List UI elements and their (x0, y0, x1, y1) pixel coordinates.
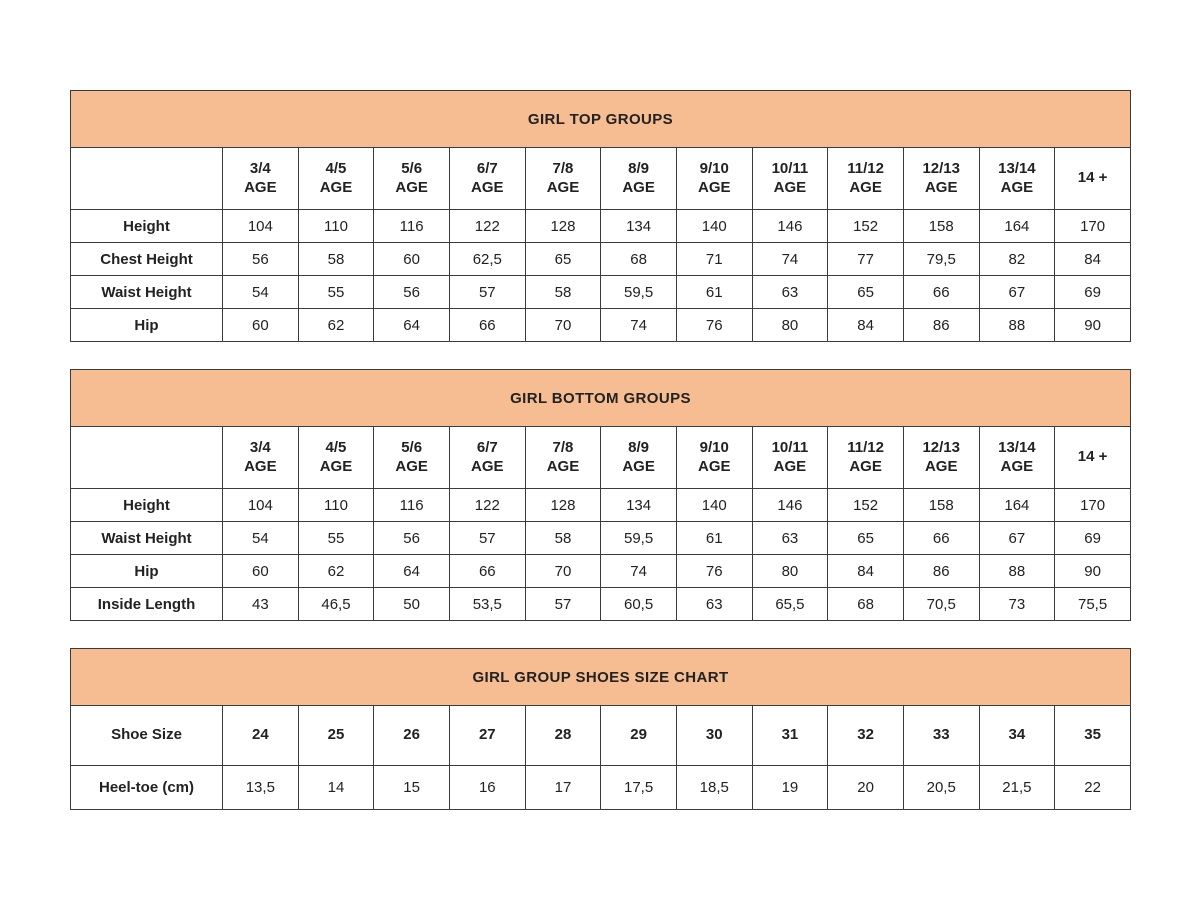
value-cell: 54 (223, 276, 299, 309)
value-cell: 59,5 (601, 522, 677, 555)
value-cell: 73 (979, 588, 1055, 621)
value-cell: 57 (449, 276, 525, 309)
value-cell: 50 (374, 588, 450, 621)
column-header: 14 + (1055, 148, 1131, 210)
table-row (71, 489, 1131, 522)
table-row (71, 522, 1131, 555)
tables (70, 90, 1131, 810)
value-cell: 67 (979, 522, 1055, 555)
value-cell: 82 (979, 243, 1055, 276)
value-cell: 134 (601, 489, 677, 522)
value-cell: 61 (676, 276, 752, 309)
column-header: 32 (828, 706, 904, 766)
value-cell: 56 (374, 276, 450, 309)
value-cell: 140 (676, 210, 752, 243)
column-header: 3/4 AGE (223, 427, 299, 489)
value-cell: 63 (752, 522, 828, 555)
column-header: 11/12 AGE (828, 148, 904, 210)
value-cell: 16 (449, 766, 525, 810)
value-cell: 64 (374, 555, 450, 588)
header-label-cell (71, 148, 223, 210)
value-cell: 76 (676, 309, 752, 342)
table-row (71, 276, 1131, 309)
value-cell: 116 (374, 489, 450, 522)
value-cell: 66 (903, 522, 979, 555)
value-cell: 74 (601, 309, 677, 342)
table-row (71, 243, 1131, 276)
value-cell: 70 (525, 309, 601, 342)
column-header: 10/11 AGE (752, 427, 828, 489)
table-row (71, 766, 1131, 810)
value-cell: 164 (979, 489, 1055, 522)
table-title-row (71, 91, 1131, 148)
value-cell: 43 (223, 588, 299, 621)
column-header: 5/6 AGE (374, 148, 450, 210)
value-cell: 58 (525, 276, 601, 309)
value-cell: 22 (1055, 766, 1131, 810)
value-cell: 69 (1055, 276, 1131, 309)
size-table-3 (70, 648, 1131, 810)
size-chart-page (70, 0, 1131, 810)
value-cell: 60 (223, 555, 299, 588)
value-cell: 152 (828, 489, 904, 522)
value-cell: 59,5 (601, 276, 677, 309)
value-cell: 20 (828, 766, 904, 810)
value-cell: 90 (1055, 309, 1131, 342)
value-cell: 55 (298, 522, 374, 555)
value-cell: 80 (752, 309, 828, 342)
table-row (71, 588, 1131, 621)
value-cell: 104 (223, 489, 299, 522)
value-cell: 53,5 (449, 588, 525, 621)
value-cell: 170 (1055, 210, 1131, 243)
value-cell: 66 (449, 555, 525, 588)
value-cell: 88 (979, 309, 1055, 342)
value-cell: 70,5 (903, 588, 979, 621)
value-cell: 84 (828, 555, 904, 588)
column-header: 10/11 AGE (752, 148, 828, 210)
row-label: Hip (71, 309, 223, 342)
value-cell: 140 (676, 489, 752, 522)
value-cell: 62 (298, 309, 374, 342)
value-cell: 60 (223, 309, 299, 342)
value-cell: 17 (525, 766, 601, 810)
value-cell: 57 (449, 522, 525, 555)
column-header: 9/10 AGE (676, 427, 752, 489)
value-cell: 110 (298, 210, 374, 243)
column-header: 6/7 AGE (449, 148, 525, 210)
column-header: 7/8 AGE (525, 148, 601, 210)
header-label-cell (71, 427, 223, 489)
value-cell: 14 (298, 766, 374, 810)
value-cell: 152 (828, 210, 904, 243)
column-header: 26 (374, 706, 450, 766)
column-header: 14 + (1055, 427, 1131, 489)
value-cell: 65 (828, 522, 904, 555)
value-cell: 146 (752, 210, 828, 243)
value-cell: 66 (903, 276, 979, 309)
value-cell: 20,5 (903, 766, 979, 810)
value-cell: 58 (298, 243, 374, 276)
value-cell: 86 (903, 555, 979, 588)
column-header: 3/4 AGE (223, 148, 299, 210)
value-cell: 69 (1055, 522, 1131, 555)
column-header: 12/13 AGE (903, 427, 979, 489)
table-title-row (71, 370, 1131, 427)
column-header: 29 (601, 706, 677, 766)
value-cell: 170 (1055, 489, 1131, 522)
value-cell: 164 (979, 210, 1055, 243)
column-header: 4/5 AGE (298, 427, 374, 489)
column-header: 7/8 AGE (525, 427, 601, 489)
column-header: 11/12 AGE (828, 427, 904, 489)
value-cell: 64 (374, 309, 450, 342)
value-cell: 74 (752, 243, 828, 276)
table-row (71, 309, 1131, 342)
value-cell: 65 (525, 243, 601, 276)
row-label: Height (71, 210, 223, 243)
value-cell: 84 (1055, 243, 1131, 276)
value-cell: 21,5 (979, 766, 1055, 810)
column-header: 24 (223, 706, 299, 766)
value-cell: 77 (828, 243, 904, 276)
value-cell: 13,5 (223, 766, 299, 810)
value-cell: 128 (525, 489, 601, 522)
column-header-row (71, 706, 1131, 766)
column-header: 28 (525, 706, 601, 766)
value-cell: 61 (676, 522, 752, 555)
row-label: Waist Height (71, 276, 223, 309)
header-label-cell: Shoe Size (71, 706, 223, 766)
column-header: 25 (298, 706, 374, 766)
column-header: 13/14 AGE (979, 427, 1055, 489)
value-cell: 110 (298, 489, 374, 522)
value-cell: 146 (752, 489, 828, 522)
row-label: Hip (71, 555, 223, 588)
column-header: 31 (752, 706, 828, 766)
column-header: 34 (979, 706, 1055, 766)
column-header: 4/5 AGE (298, 148, 374, 210)
value-cell: 62 (298, 555, 374, 588)
value-cell: 57 (525, 588, 601, 621)
table-title: GIRL GROUP SHOES SIZE CHART (71, 649, 1131, 706)
value-cell: 88 (979, 555, 1055, 588)
value-cell: 18,5 (676, 766, 752, 810)
value-cell: 63 (676, 588, 752, 621)
value-cell: 128 (525, 210, 601, 243)
column-header: 9/10 AGE (676, 148, 752, 210)
value-cell: 116 (374, 210, 450, 243)
column-header: 35 (1055, 706, 1131, 766)
column-header: 13/14 AGE (979, 148, 1055, 210)
table-title: GIRL BOTTOM GROUPS (71, 370, 1131, 427)
column-header-row (71, 148, 1131, 210)
value-cell: 122 (449, 210, 525, 243)
row-label: Inside Length (71, 588, 223, 621)
value-cell: 58 (525, 522, 601, 555)
value-cell: 74 (601, 555, 677, 588)
value-cell: 158 (903, 489, 979, 522)
table-title-row (71, 649, 1131, 706)
value-cell: 55 (298, 276, 374, 309)
value-cell: 75,5 (1055, 588, 1131, 621)
value-cell: 79,5 (903, 243, 979, 276)
value-cell: 76 (676, 555, 752, 588)
value-cell: 122 (449, 489, 525, 522)
table-title: GIRL TOP GROUPS (71, 91, 1131, 148)
value-cell: 56 (223, 243, 299, 276)
value-cell: 84 (828, 309, 904, 342)
value-cell: 80 (752, 555, 828, 588)
column-header: 27 (449, 706, 525, 766)
value-cell: 65,5 (752, 588, 828, 621)
value-cell: 67 (979, 276, 1055, 309)
row-label: Height (71, 489, 223, 522)
value-cell: 71 (676, 243, 752, 276)
value-cell: 54 (223, 522, 299, 555)
value-cell: 158 (903, 210, 979, 243)
table-row (71, 555, 1131, 588)
value-cell: 62,5 (449, 243, 525, 276)
value-cell: 15 (374, 766, 450, 810)
row-label: Waist Height (71, 522, 223, 555)
value-cell: 70 (525, 555, 601, 588)
column-header: 8/9 AGE (601, 427, 677, 489)
size-table-2 (70, 369, 1131, 621)
column-header: 30 (676, 706, 752, 766)
size-table-1 (70, 90, 1131, 342)
value-cell: 68 (828, 588, 904, 621)
value-cell: 66 (449, 309, 525, 342)
value-cell: 68 (601, 243, 677, 276)
value-cell: 56 (374, 522, 450, 555)
value-cell: 65 (828, 276, 904, 309)
column-header: 33 (903, 706, 979, 766)
row-label: Chest Height (71, 243, 223, 276)
value-cell: 60,5 (601, 588, 677, 621)
table-row (71, 210, 1131, 243)
value-cell: 46,5 (298, 588, 374, 621)
row-label: Heel-toe (cm) (71, 766, 223, 810)
value-cell: 86 (903, 309, 979, 342)
value-cell: 90 (1055, 555, 1131, 588)
value-cell: 63 (752, 276, 828, 309)
value-cell: 17,5 (601, 766, 677, 810)
column-header-row (71, 427, 1131, 489)
value-cell: 134 (601, 210, 677, 243)
value-cell: 60 (374, 243, 450, 276)
value-cell: 19 (752, 766, 828, 810)
column-header: 5/6 AGE (374, 427, 450, 489)
column-header: 12/13 AGE (903, 148, 979, 210)
column-header: 8/9 AGE (601, 148, 677, 210)
value-cell: 104 (223, 210, 299, 243)
column-header: 6/7 AGE (449, 427, 525, 489)
